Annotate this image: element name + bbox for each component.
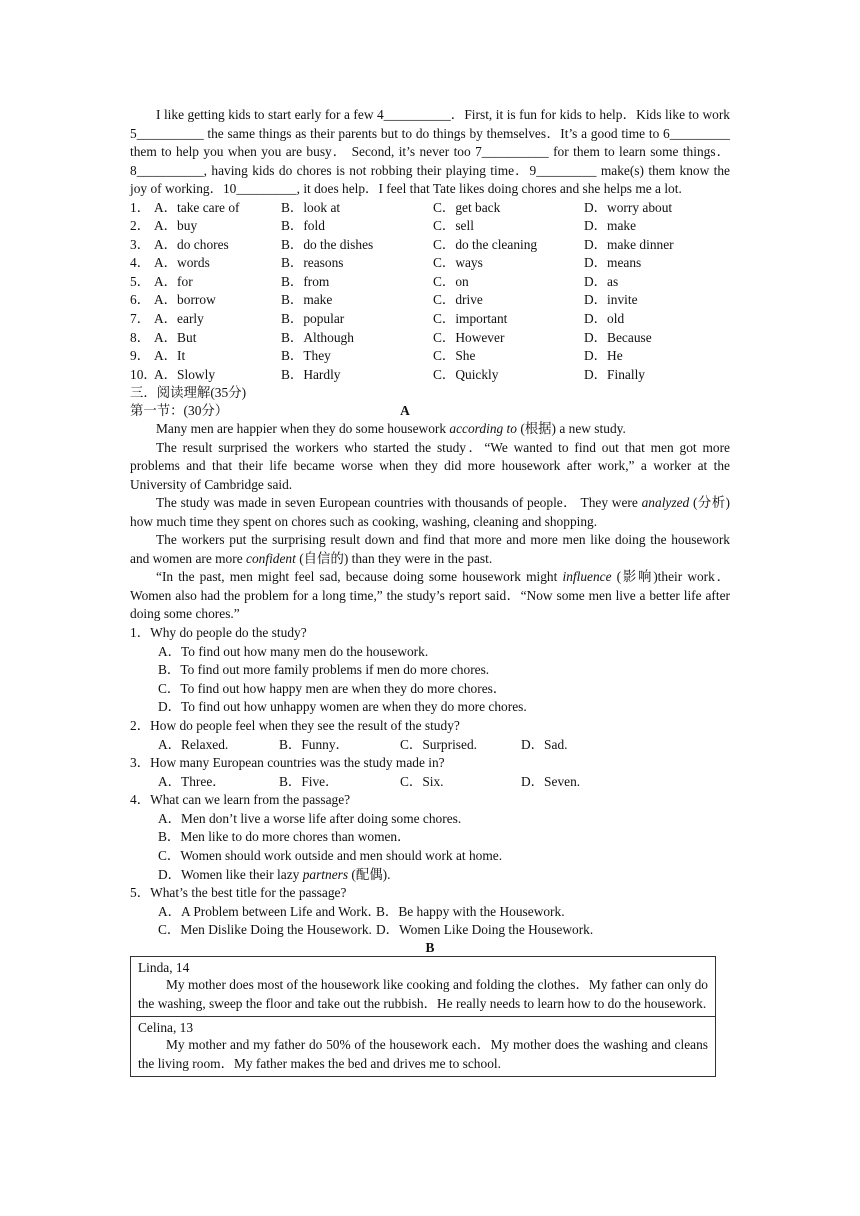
- answer-option: B．Men like to do more chores than women．: [158, 829, 411, 845]
- answer-option: B．Funny．: [279, 736, 349, 752]
- answer-option: C．Women should work outside and men should work at home.: [158, 848, 503, 864]
- question-number: 2．: [130, 218, 151, 234]
- question-number: 6．: [130, 292, 151, 308]
- option-text: A．words: [154, 255, 210, 271]
- answer-option: B．To find out more family problems if men do more chores.: [158, 662, 490, 678]
- question-text: 3．How many European countries was the study made in?: [130, 755, 445, 771]
- passage-b-label: B: [425, 940, 435, 956]
- answer-row: [130, 921, 730, 940]
- option-a: [130, 254, 281, 273]
- table-cell: [131, 1017, 716, 1077]
- option-row: [130, 273, 730, 292]
- option-a: [130, 273, 281, 292]
- option-text: A．borrow: [154, 292, 216, 308]
- option-a: [130, 310, 281, 329]
- student-text: My mother and my father do 50% of the housework each．My mother does the washing and cleans the living room．My father makes the bed and drives me to school.: [138, 1037, 708, 1071]
- option-b: B．fold: [281, 218, 325, 234]
- answer-option: B．Be happy with the Housework.: [376, 903, 565, 919]
- option-text: A．early: [154, 311, 204, 327]
- answer-option: A．Relaxed.: [158, 736, 229, 752]
- option-b: B．do the dishes: [281, 236, 374, 252]
- option-text: A．buy: [154, 218, 198, 234]
- answer-option: D．Women Like Doing the Housework.: [376, 922, 594, 938]
- option-c: C．sell: [433, 218, 474, 234]
- option-d: D．Because: [584, 329, 652, 345]
- option-a: [130, 217, 281, 236]
- section-title: 三．阅读理解(35分): [130, 385, 247, 401]
- option-row: [130, 199, 730, 218]
- part-header: [130, 402, 730, 420]
- cloze-paragraph: I like getting kids to start early for a few 4__________．First, it is fun for kids to help．Kids like to work 5__________ the same things as their parents but to do things by themselves．It’s a good time to 6_________ them to help you when you are busy． Second, it’s never too 7__________ for them to learn some things．8__________, having kids do chores is not robbing their playing time．9_________ make(s) them know the joy of working．10_________, it does help．I feel that Tate likes doing chores and she helps me a lot.: [130, 107, 730, 196]
- part-title: 第一节：(30分）: [130, 403, 229, 419]
- question-text: 5．What’s the best title for the passage?: [130, 885, 347, 901]
- cloze-options: [130, 199, 730, 385]
- option-row: [130, 254, 730, 273]
- option-row: [130, 310, 730, 329]
- option-d: D．Finally: [584, 366, 646, 382]
- option-b: B．popular: [281, 311, 345, 327]
- passage-a-p2: The result surprised the workers who started the study．“We wanted to find out that men got more problems and that their life became worse when they did more housework after work,” a worker at the University of Cambridge said.: [130, 439, 730, 492]
- option-a: [130, 347, 281, 366]
- option-a: [130, 366, 281, 385]
- question-text: 2．How do people feel when they see the result of the study?: [130, 717, 460, 733]
- passage-a-p3: The study was made in seven European countries with thousands of people． They were analyzed (分析) how much time they spent on chores such as cooking, washing, cleaning and shopping.: [130, 495, 730, 529]
- option-c: C．important: [433, 311, 508, 327]
- answer-option: C．Six.: [400, 773, 444, 789]
- answer-option: A．To find out how many men do the housework.: [158, 643, 429, 659]
- question-4: [130, 791, 730, 884]
- passage-a-p5: “In the past, men might feel sad, because doing some housework might influence (影响)their work．Women also had the problem for a long time,” the study’s report said．“Now some men live a better life after doing some chores.”: [130, 569, 730, 622]
- option-c: C．However: [433, 329, 505, 345]
- option-text: A．Slowly: [154, 366, 216, 382]
- question-3: [130, 754, 730, 791]
- option-row: [130, 291, 730, 310]
- question-number: 1．: [130, 199, 151, 215]
- table-cell: [131, 957, 716, 1017]
- option-d: D．make dinner: [584, 236, 674, 252]
- option-a: [130, 291, 281, 310]
- question-number: 7．: [130, 311, 151, 327]
- answer-option: D．Sad.: [521, 736, 568, 752]
- option-d: D．He: [584, 348, 623, 364]
- answer-row: [130, 736, 730, 755]
- option-b: B．reasons: [281, 255, 344, 271]
- answer-option: A．Men don’t live a worse life after doing some chores.: [158, 810, 462, 826]
- option-c: C．on: [433, 273, 469, 289]
- option-c: C．She: [433, 348, 476, 364]
- answer-option: C．Surprised.: [400, 736, 477, 752]
- question-1: [130, 624, 730, 717]
- answer-option: B．Five．: [279, 773, 339, 789]
- question-number: 3．: [130, 236, 151, 252]
- option-b: B．Hardly: [281, 366, 341, 382]
- option-c: C．Quickly: [433, 366, 499, 382]
- option-c: C．get back: [433, 199, 501, 215]
- question-number: 8．: [130, 329, 151, 345]
- answer-option: A．A Problem between Life and Work．: [158, 903, 381, 919]
- option-c: C．drive: [433, 292, 483, 308]
- answer-option: D．To find out how unhappy women are when they do more chores.: [158, 699, 527, 715]
- option-text: A．do chores: [154, 236, 229, 252]
- question-number: 4．: [130, 255, 151, 271]
- option-c: C．ways: [433, 255, 483, 271]
- option-row: [130, 347, 730, 366]
- table-row: [131, 957, 716, 1017]
- option-c: C．do the cleaning: [433, 236, 538, 252]
- question-text: 1．Why do people do the study?: [130, 624, 307, 640]
- question-number: 5．: [130, 273, 151, 289]
- option-text: A．take care of: [154, 199, 240, 215]
- option-row: [130, 236, 730, 255]
- question-number: 9．: [130, 348, 151, 364]
- option-row: [130, 329, 730, 348]
- option-b: B．They: [281, 348, 331, 364]
- option-d: D．invite: [584, 292, 638, 308]
- option-row: [130, 366, 730, 385]
- question-2: [130, 717, 730, 754]
- answer-option: C．Men Dislike Doing the Housework.: [158, 922, 372, 938]
- answer-option: D．Women like their lazy partners (配偶).: [158, 866, 391, 882]
- option-d: D．old: [584, 311, 625, 327]
- question-text: 4．What can we learn from the passage?: [130, 792, 351, 808]
- option-d: D．make: [584, 218, 637, 234]
- answer-row: [130, 773, 730, 792]
- student-name: Celina, 13: [138, 1020, 194, 1036]
- table-row: [131, 1017, 716, 1077]
- answer-option: C．To find out how happy men are when they do more chores．: [158, 680, 507, 696]
- passage-a-p1: Many men are happier when they do some housework according to (根据) a new study.: [156, 421, 626, 437]
- passage-a-p4: The workers put the surprising result down and find that more and more men like doing the housework and women are more confident (自信的) than they were in the past.: [130, 532, 730, 566]
- answer-option: D．Seven.: [521, 773, 581, 789]
- option-a: [130, 236, 281, 255]
- option-b: B．look at: [281, 199, 341, 215]
- option-a: [130, 329, 281, 348]
- passage-a-label: A: [400, 403, 410, 419]
- worksheet-page: [130, 106, 730, 1077]
- option-text: A．for: [154, 273, 193, 289]
- passage-b-table: [130, 956, 716, 1077]
- question-5: [130, 884, 730, 940]
- option-d: D．as: [584, 273, 619, 289]
- student-text: My mother does most of the housework like cooking and folding the clothes．My father can only do the washing, sweep the floor and take out the rubbish．He really needs to learn how to do the housework.: [138, 977, 708, 1011]
- option-b: B．from: [281, 273, 330, 289]
- option-a: [130, 199, 281, 218]
- question-number: 10．: [130, 366, 157, 382]
- option-row: [130, 217, 730, 236]
- answer-option: A．Three．: [158, 773, 226, 789]
- option-text: A．It: [154, 348, 186, 364]
- option-b: B．Although: [281, 329, 354, 345]
- option-b: B．make: [281, 292, 333, 308]
- student-name: Linda, 14: [138, 960, 190, 976]
- answer-row: [130, 903, 730, 922]
- option-text: A．But: [154, 329, 197, 345]
- option-d: D．means: [584, 255, 642, 271]
- option-d: D．worry about: [584, 199, 673, 215]
